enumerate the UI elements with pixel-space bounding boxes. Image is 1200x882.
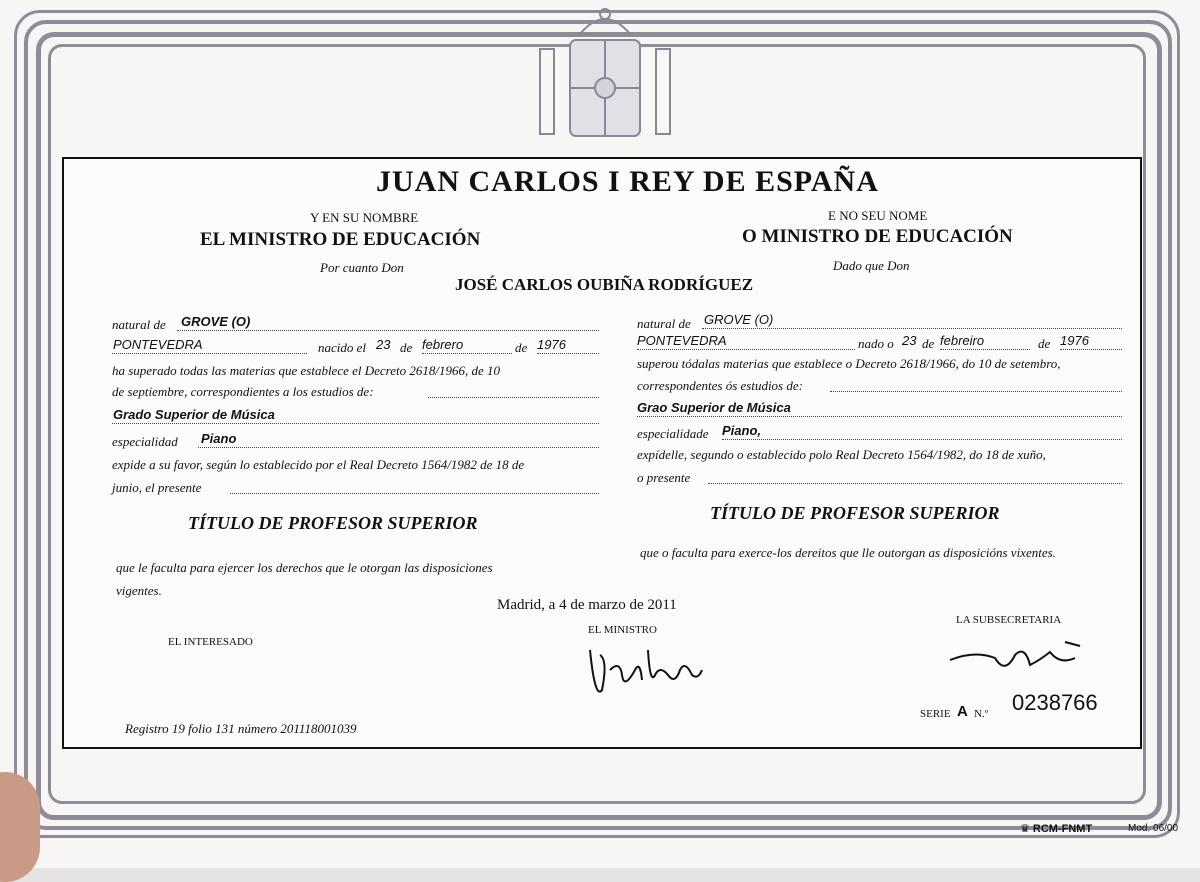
left-town: GROVE (O) <box>181 314 251 329</box>
left-in-his-name: Y EN SU NOMBRE <box>310 210 419 225</box>
model-code: Mod. 06/00 <box>1128 823 1179 834</box>
right-province-line <box>637 349 855 350</box>
right-month: febreiro <box>940 333 985 348</box>
right-de-1: de <box>922 336 935 351</box>
left-specialty: Piano <box>201 431 237 446</box>
left-specialty-label: especialidad <box>112 434 178 449</box>
mint-name: RCM-FNMT <box>1032 823 1093 835</box>
right-studies: Grao Superior de Música <box>637 400 791 415</box>
minister-signature-label: EL MINISTRO <box>588 624 657 636</box>
subsecretary-signature-label: LA SUBSECRETARIA <box>956 614 1062 626</box>
right-in-his-name: E NO SEU NOME <box>828 208 928 223</box>
holding-thumb <box>0 772 40 882</box>
left-studies-intro-line <box>428 397 599 398</box>
right-present-line <box>708 483 1122 484</box>
number-label: N.º <box>974 708 989 720</box>
right-studies-intro-line <box>830 391 1122 392</box>
left-month: febrero <box>422 337 464 352</box>
right-studies-line <box>637 416 1122 417</box>
right-born-label: nado o <box>858 336 894 351</box>
right-natural-label: natural de <box>637 316 691 331</box>
right-specialty-line <box>722 439 1122 440</box>
right-specialty: Piano, <box>722 423 762 438</box>
left-studies-line <box>112 423 599 424</box>
right-paragraph-5: que o faculta para exerce-los dereitos que lle outorgan as disposicións vixentes. <box>640 545 1056 560</box>
right-year: 1976 <box>1060 333 1089 348</box>
left-paragraph-1: ha superado todas las materias que establece el Decreto 2618/1966, de 10 <box>112 363 501 378</box>
king-title: JUAN CARLOS I REY DE ESPAÑA <box>376 165 879 198</box>
right-dado-que: Dado que Don <box>833 258 910 273</box>
left-born-label: nacido el <box>318 340 367 355</box>
right-paragraph-4: o presente <box>637 470 691 485</box>
right-town: GROVE (O) <box>704 312 774 327</box>
left-degree-title: TÍTULO DE PROFESOR SUPERIOR <box>188 513 478 533</box>
left-town-line <box>177 330 599 331</box>
place-and-date: Madrid, a 4 de marzo de 2011 <box>497 597 677 613</box>
right-province: PONTEVEDRA <box>637 333 727 348</box>
coat-of-arms-emblem <box>530 4 680 144</box>
left-paragraph-5: que le faculta para ejercer los derechos que le otorgan las disposiciones <box>116 560 493 575</box>
left-month-line <box>422 353 512 354</box>
left-paragraph-3: expide a su favor, según lo establecido por el Real Decreto 1564/1982 de 18 de <box>112 457 525 472</box>
right-paragraph-1: superou tódalas materias que establece o Decreto 2618/1966, do 10 de setembro, <box>637 356 1061 371</box>
subsecretary-signature <box>945 630 1095 690</box>
right-town-line <box>702 328 1122 329</box>
right-day: 23 <box>902 333 917 348</box>
left-natural-label: natural de <box>112 317 166 332</box>
mint-crown-icon: ♛ <box>1020 823 1033 835</box>
left-de-2: de <box>515 340 528 355</box>
right-month-line <box>940 349 1030 350</box>
left-province-line <box>112 353 307 354</box>
right-de-2: de <box>1038 336 1051 351</box>
mint-mark <box>1020 822 1092 835</box>
left-minister-heading: EL MINISTRO DE EDUCACIÓN <box>200 229 481 250</box>
right-year-line <box>1060 349 1122 350</box>
minister-signature <box>580 630 710 710</box>
left-year-line <box>537 353 599 354</box>
left-present-line <box>230 493 599 494</box>
right-paragraph-2: correspondentes ós estudios de: <box>637 378 803 393</box>
right-minister-heading: O MINISTRO DE EDUCACIÓN <box>742 226 1013 247</box>
right-paragraph-3: expídelle, segundo o establecido polo Real Decreto 1564/1982, do 18 de xuño, <box>637 447 1046 462</box>
left-por-cuanto: Por cuanto Don <box>320 260 404 275</box>
left-paragraph-2: de septiembre, correspondientes a los estudios de: <box>112 384 374 399</box>
registry-entry: Registro 19 folio 131 número 201118001039 <box>125 721 357 736</box>
left-province: PONTEVEDRA <box>113 337 203 352</box>
right-specialty-label: especialidade <box>637 426 709 441</box>
serial-number: 0238766 <box>1012 690 1098 715</box>
right-degree-title: TÍTULO DE PROFESOR SUPERIOR <box>710 503 1000 523</box>
left-year: 1976 <box>537 337 566 352</box>
holder-name: JOSÉ CARLOS OUBIÑA RODRÍGUEZ <box>455 275 754 294</box>
left-day: 23 <box>376 337 391 352</box>
left-paragraph-4: junio, el presente <box>112 480 202 495</box>
serie-letter: A <box>957 703 968 720</box>
left-specialty-line <box>198 447 599 448</box>
holder-signature-label: EL INTERESADO <box>168 636 253 648</box>
left-paragraph-6: vigentes. <box>116 583 162 598</box>
left-de-1: de <box>400 340 413 355</box>
left-studies: Grado Superior de Música <box>113 407 275 422</box>
serie-label: SERIE <box>920 708 951 720</box>
